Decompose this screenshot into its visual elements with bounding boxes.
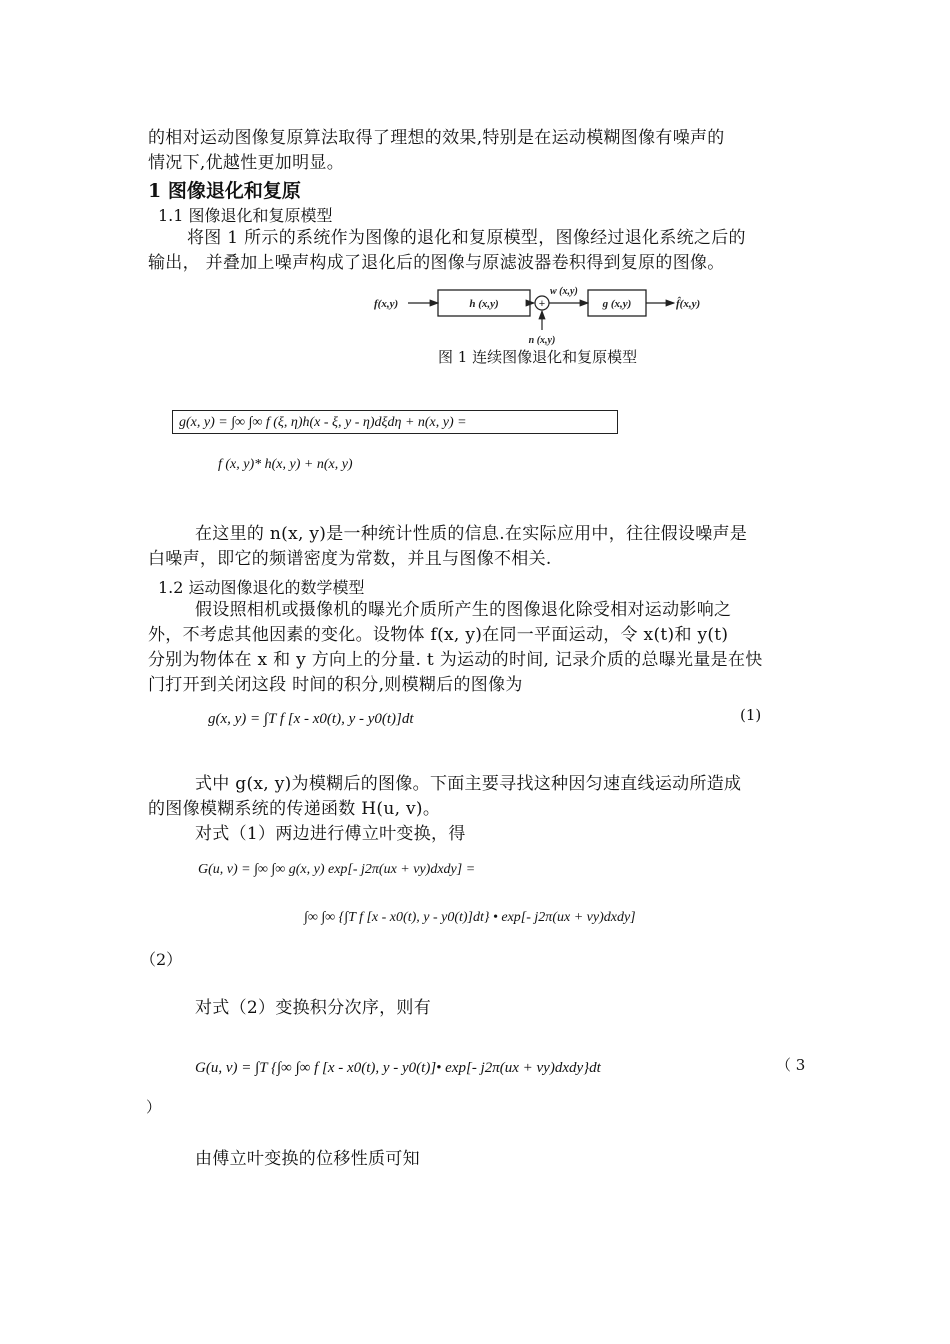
para-1-1-line-2: 输出， 并叠加上噪声构成了退化后的图像与原滤波器卷积得到复原的图像。 xyxy=(148,253,725,273)
equation-1-number: (1) xyxy=(740,706,762,724)
equation-3: G(u, v) = ∫T {∫∞ ∫∞ f [x - x0(t), y - y0(t)]• exp[- j2π(ux + vy)dxdy}dt xyxy=(195,1060,601,1076)
para-eq1-line-2: 的图像模糊系统的传递函数 H(u, v)。 xyxy=(148,799,441,819)
equation-degradation-boxed: g(x, y) = ∫∞ ∫∞ f (ξ, η)h(x - ξ, y - η)dξdη + n(x, y) = xyxy=(172,410,618,434)
block-diagram xyxy=(370,282,730,346)
equation-1: g(x, y) = ∫T f [x - x0(t), y - y0(t)]dt xyxy=(208,711,414,727)
para-eq1-line-1: 式中 g(x, y)为模糊后的图像。下面主要寻找这种因匀速直线运动所造成 xyxy=(195,774,742,794)
g-block-label: g (x,y) xyxy=(602,298,632,310)
equation-3-number-open: （ 3 xyxy=(776,1056,806,1074)
para-1-1-line-1: 将图 1 所示的系统作为图像的退化和复原模型，图像经过退化系统之后的 xyxy=(187,228,746,248)
para-1-2-line-4: 门打开到关闭这段 时间的积分,则模糊后的图像为 xyxy=(148,675,523,695)
para-1-2-line-2: 外，不考虑其他因素的变化。设物体 f(x, y)在同一平面运动，令 x(t)和 y(t) xyxy=(148,625,729,645)
subsection-heading-1-1: 1.1 图像退化和复原模型 xyxy=(158,206,333,225)
para-swap-order: 对式（2）变换积分次序，则有 xyxy=(195,998,432,1018)
figure-caption: 图 1 连续图像退化和复原模型 xyxy=(438,348,638,366)
subsection-heading-1-2: 1.2 运动图像退化的数学模型 xyxy=(158,578,365,597)
para-1-2-line-3: 分别为物体在 x 和 y 方向上的分量. t 为运动的时间, 记录介质的总曝光量是在快 xyxy=(148,650,763,670)
para-1-2-line-1: 假设照相机或摄像机的曝光介质所产生的图像退化除受相对运动影响之 xyxy=(195,600,732,620)
intro-line-2: 情况下,优越性更加明显。 xyxy=(148,153,345,173)
equation-2-number: （2） xyxy=(140,950,183,969)
equation-2-line-1: G(u, v) = ∫∞ ∫∞ g(x, y) exp[- j2π(ux + vy)dxdy] = xyxy=(198,862,476,877)
section-heading: 1 图像退化和复原 xyxy=(148,180,301,202)
noise-label: n (x,y) xyxy=(528,335,556,346)
h-block-label: h (x,y) xyxy=(469,298,499,310)
equation-2-line-2: ∫∞ ∫∞ {∫T f [x - x0(t), y - y0(t)]dt} • exp[- j2π(ux + vy)dxdy] xyxy=(304,910,636,925)
diagram-output-label: f̂(x,y) xyxy=(676,298,701,310)
para-noise-line-2: 白噪声，即它的频谱密度为常数，并且与图像不相关. xyxy=(148,549,552,569)
equation-degradation-convolution: f (x, y)* h(x, y) + n(x, y) xyxy=(218,457,353,472)
diagram-input-label: f(x,y) xyxy=(374,298,399,310)
sum-symbol: + xyxy=(538,298,546,310)
equation-3-number-close: ） xyxy=(146,1098,162,1116)
para-noise-line-1: 在这里的 n(x, y)是一种统计性质的信息.在实际应用中，往往假设噪声是 xyxy=(195,524,748,544)
para-fourier: 对式（1）两边进行傅立叶变换，得 xyxy=(195,824,466,844)
para-shift-property: 由傅立叶变换的位移性质可知 xyxy=(195,1149,420,1169)
intro-line-1: 的相对运动图像复原算法取得了理想的效果,特别是在运动模糊图像有噪声的 xyxy=(148,128,725,148)
w-label: w (x,y) xyxy=(550,286,578,297)
